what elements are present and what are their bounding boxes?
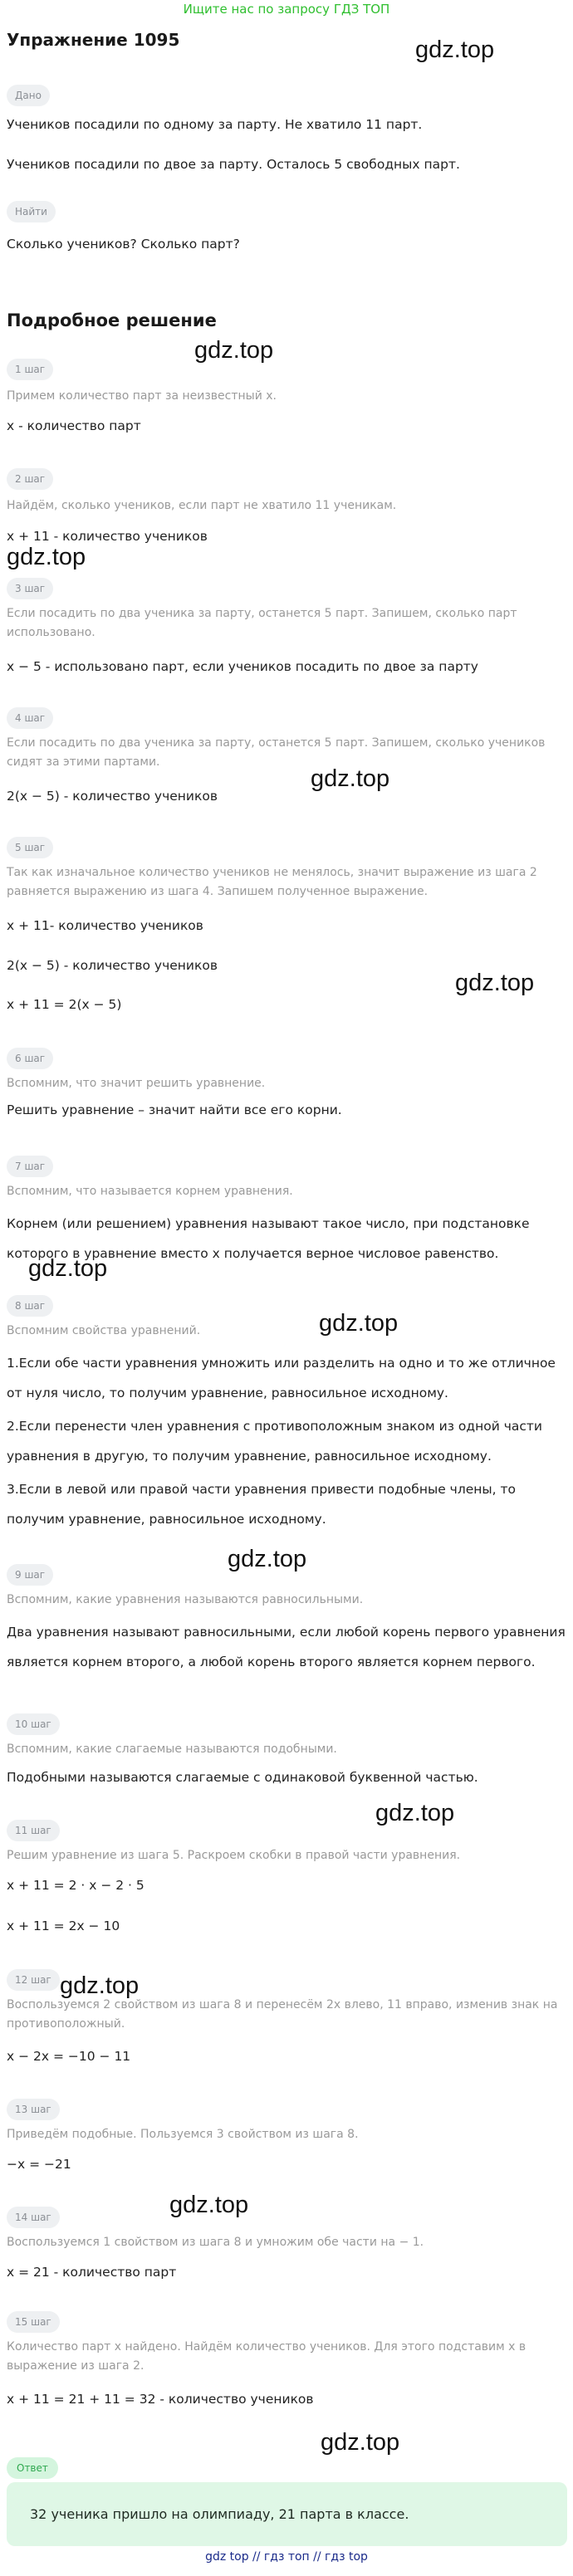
watermark: gdz.top [455, 970, 535, 996]
step-label: 2 шаг [7, 468, 53, 490]
step-formula: x + 11 = 2x − 10 [7, 1919, 120, 1933]
watermark: gdz.top [28, 1255, 108, 1282]
step-label: 8 шаг [7, 1295, 53, 1317]
answer-box [7, 2482, 567, 2546]
step-formula: x = 21 - количество парт [7, 2265, 177, 2280]
step-label: 9 шаг [7, 1564, 53, 1586]
step-hint: Если посадить по два ученика за парту, останется 5 парт. Запишем, сколько учеников сидят за этими партами. [7, 736, 546, 769]
solution-title: Подробное решение [7, 310, 217, 330]
step-formula: 2(x − 5) - количество учеников [7, 958, 218, 973]
answer-label: Ответ [7, 2457, 58, 2479]
watermark: gdz.top [194, 337, 274, 364]
watermark: gdz.top [7, 544, 86, 570]
step-label: 15 шаг [7, 2311, 60, 2333]
step-formula: x − 5 - использовано парт, если учеников посадить по двое за парту [7, 659, 478, 674]
find-text: Сколько учеников? Сколько парт? [7, 237, 240, 252]
given-label: Дано [7, 85, 50, 106]
footer-links[interactable]: gdz top // гдз топ // гдз top [205, 2550, 368, 2564]
step-hint: Приведём подобные. Пользуемся 3 свойством из шага 8. [7, 2128, 359, 2141]
top-banner[interactable]: Ищите нас по запросу ГДЗ ТОП [183, 2, 390, 17]
step-formula: x - количество парт [7, 418, 141, 433]
step-formula: 2(x − 5) - количество учеников [7, 789, 218, 804]
step-text: 3.Если в левой или правой части уравнения привести подобные члены, то получим уравнение, равносильное исходному. [7, 1482, 517, 1527]
step-label: 6 шаг [7, 1048, 53, 1069]
given-line-1: Учеников посадили по одному за парту. Не хватило 11 парт. [7, 117, 423, 132]
step-label: 10 шаг [7, 1713, 60, 1735]
step-text: 2.Если перенести член уравнения с противоположным знаком из одной части уравнения в другую, то получим уравнение, равносильное исходному. [7, 1419, 542, 1464]
watermark: gdz.top [228, 1546, 307, 1572]
watermark: gdz.top [415, 37, 495, 63]
find-label: Найти [7, 201, 56, 222]
watermark: gdz.top [311, 765, 390, 792]
step-hint: Найдём, сколько учеников, если парт не хватило 11 ученикам. [7, 499, 397, 512]
step-label: 13 шаг [7, 2099, 60, 2120]
step-text: Решить уравнение – значит найти все его корни. [7, 1102, 342, 1117]
watermark: gdz.top [375, 1800, 455, 1826]
exercise-title: Упражнение 1095 [7, 30, 180, 50]
step-label: 5 шаг [7, 837, 53, 858]
watermark: gdz.top [319, 1310, 399, 1337]
step-formula: x + 11 = 2(x − 5) [7, 997, 122, 1012]
answer-text: 32 ученика пришло на олимпиаду, 21 парта в классе. [30, 2506, 409, 2522]
step-text: Подобными называются слагаемые с одинаковой буквенной частью. [7, 1770, 478, 1785]
step-hint: Воспользуемся 1 свойством из шага 8 и умножим обе части на − 1. [7, 2236, 424, 2249]
step-label: 3 шаг [7, 578, 53, 599]
step-formula: x + 11 - количество учеников [7, 529, 208, 544]
step-formula: x + 11 = 21 + 11 = 32 - количество учеников [7, 2392, 314, 2407]
step-label: 11 шаг [7, 1820, 60, 1841]
step-text: Два уравнения называют равносильными, если любой корень первого уравнения является корнем второго, а любой корень второго является корнем первого. [7, 1625, 566, 1669]
step-label: 1 шаг [7, 359, 53, 380]
step-hint: Количество парт x найдено. Найдём количество учеников. Для этого подставим x в выражение из шага 2. [7, 2340, 526, 2373]
watermark: gdz.top [60, 1972, 140, 1999]
step-text: 1.Если обе части уравнения умножить или разделить на одно и то же отличное от нуля число, то получим уравнение, равносильное исходному. [7, 1356, 556, 1400]
step-hint: Вспомним, какие слагаемые называются подобными. [7, 1743, 337, 1756]
step-hint: Решим уравнение из шага 5. Раскроем скобки в правой части уравнения. [7, 1849, 461, 1862]
step-hint: Примем количество парт за неизвестный x. [7, 389, 277, 403]
step-formula: x + 11- количество учеников [7, 918, 203, 933]
step-hint: Вспомним свойства уравнений. [7, 1324, 201, 1337]
step-hint: Воспользуемся 2 свойством из шага 8 и перенесём 2x влево, 11 вправо, изменив знак на противоположный. [7, 1998, 558, 2031]
step-hint: Так как изначальное количество учеников не менялось, значит выражение из шага 2 равняется выражению из шага 4. Запишем полученное выражение. [7, 866, 537, 898]
step-formula: −x = −21 [7, 2157, 71, 2172]
step-text: Корнем (или решением) уравнения называют такое число, при подстановке которого в уравнение вместо x получается верное числовое равенство. [7, 1216, 530, 1261]
step-label: 4 шаг [7, 707, 53, 729]
step-hint: Если посадить по два ученика за парту, останется 5 парт. Запишем, сколько парт использовано. [7, 607, 517, 639]
given-line-2: Учеников посадили по двое за парту. Осталось 5 свободных парт. [7, 157, 460, 172]
step-formula: x − 2x = −10 − 11 [7, 2049, 131, 2064]
step-label: 12 шаг [7, 1969, 60, 1991]
step-label: 14 шаг [7, 2207, 60, 2228]
watermark: gdz.top [321, 2429, 400, 2456]
step-formula: x + 11 = 2 · x − 2 · 5 [7, 1878, 144, 1893]
step-hint: Вспомним, что значит решить уравнение. [7, 1077, 266, 1090]
watermark: gdz.top [169, 2192, 249, 2218]
step-hint: Вспомним, какие уравнения называются равносильными. [7, 1593, 364, 1606]
step-label: 7 шаг [7, 1156, 53, 1177]
step-hint: Вспомним, что называется корнем уравнения. [7, 1185, 293, 1198]
